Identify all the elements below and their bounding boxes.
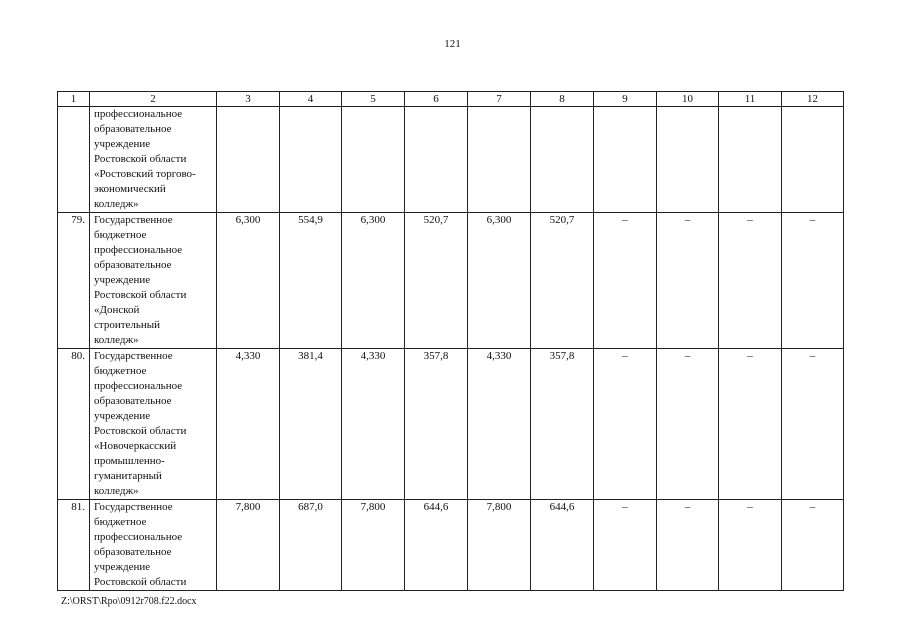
value-cell: –	[594, 500, 657, 591]
institution-name: профессиональное образовательное учреждение Ростовской области «Ростовский торгово- экономический колледж»	[90, 107, 217, 213]
value-cell: 687,0	[280, 500, 342, 591]
value-cell: –	[719, 500, 782, 591]
value-cell	[280, 107, 342, 213]
value-cell: 644,6	[531, 500, 594, 591]
value-cell	[531, 107, 594, 213]
value-cell: 7,800	[468, 500, 531, 591]
table-row	[58, 500, 844, 591]
value-cell: –	[657, 349, 719, 500]
value-cell: –	[719, 213, 782, 349]
institution-name: Государственное бюджетное профессиональное образовательное учреждение Ростовской области	[90, 500, 217, 591]
value-cell: 6,300	[217, 213, 280, 349]
header-cell: 6	[405, 92, 468, 107]
value-cell	[342, 107, 405, 213]
value-cell	[217, 107, 280, 213]
table-header-row	[58, 92, 844, 107]
value-cell: –	[657, 500, 719, 591]
value-cell: 357,8	[405, 349, 468, 500]
value-cell: –	[594, 213, 657, 349]
value-cell	[594, 107, 657, 213]
value-cell: –	[594, 349, 657, 500]
value-cell	[657, 107, 719, 213]
value-cell: 4,330	[468, 349, 531, 500]
header-cell: 3	[217, 92, 280, 107]
row-number: 80.	[58, 349, 90, 500]
table-row	[58, 107, 844, 213]
institution-name: Государственное бюджетное профессиональное образовательное учреждение Ростовской области «Новочеркасский промышленно- гуманитарный колледж»	[90, 349, 217, 500]
value-cell	[468, 107, 531, 213]
value-cell: 6,300	[468, 213, 531, 349]
header-cell: 4	[280, 92, 342, 107]
row-number: 81.	[58, 500, 90, 591]
value-cell	[719, 107, 782, 213]
value-cell: 381,4	[280, 349, 342, 500]
value-cell: –	[782, 500, 844, 591]
header-cell: 5	[342, 92, 405, 107]
page-number: 121	[444, 38, 461, 50]
row-number: 79.	[58, 213, 90, 349]
value-cell: –	[782, 349, 844, 500]
footer-file-path: Z:\ORST\Rpo\0912r708.f22.docx	[61, 596, 197, 607]
value-cell: –	[782, 213, 844, 349]
header-cell: 11	[719, 92, 782, 107]
data-table	[57, 91, 844, 591]
value-cell: 4,330	[217, 349, 280, 500]
header-cell: 10	[657, 92, 719, 107]
value-cell: 7,800	[342, 500, 405, 591]
header-cell: 1	[58, 92, 90, 107]
header-cell: 9	[594, 92, 657, 107]
header-cell: 7	[468, 92, 531, 107]
table-row	[58, 349, 844, 500]
header-cell: 2	[90, 92, 217, 107]
value-cell: –	[657, 213, 719, 349]
value-cell: 644,6	[405, 500, 468, 591]
value-cell: 520,7	[405, 213, 468, 349]
header-cell: 8	[531, 92, 594, 107]
value-cell	[782, 107, 844, 213]
row-number	[58, 107, 90, 213]
institution-name: Государственное бюджетное профессиональное образовательное учреждение Ростовской области «Донской строительный колледж»	[90, 213, 217, 349]
value-cell: –	[719, 349, 782, 500]
value-cell	[405, 107, 468, 213]
value-cell: 554,9	[280, 213, 342, 349]
value-cell: 357,8	[531, 349, 594, 500]
value-cell: 520,7	[531, 213, 594, 349]
value-cell: 4,330	[342, 349, 405, 500]
value-cell: 7,800	[217, 500, 280, 591]
table-row	[58, 213, 844, 349]
value-cell: 6,300	[342, 213, 405, 349]
header-cell: 12	[782, 92, 844, 107]
